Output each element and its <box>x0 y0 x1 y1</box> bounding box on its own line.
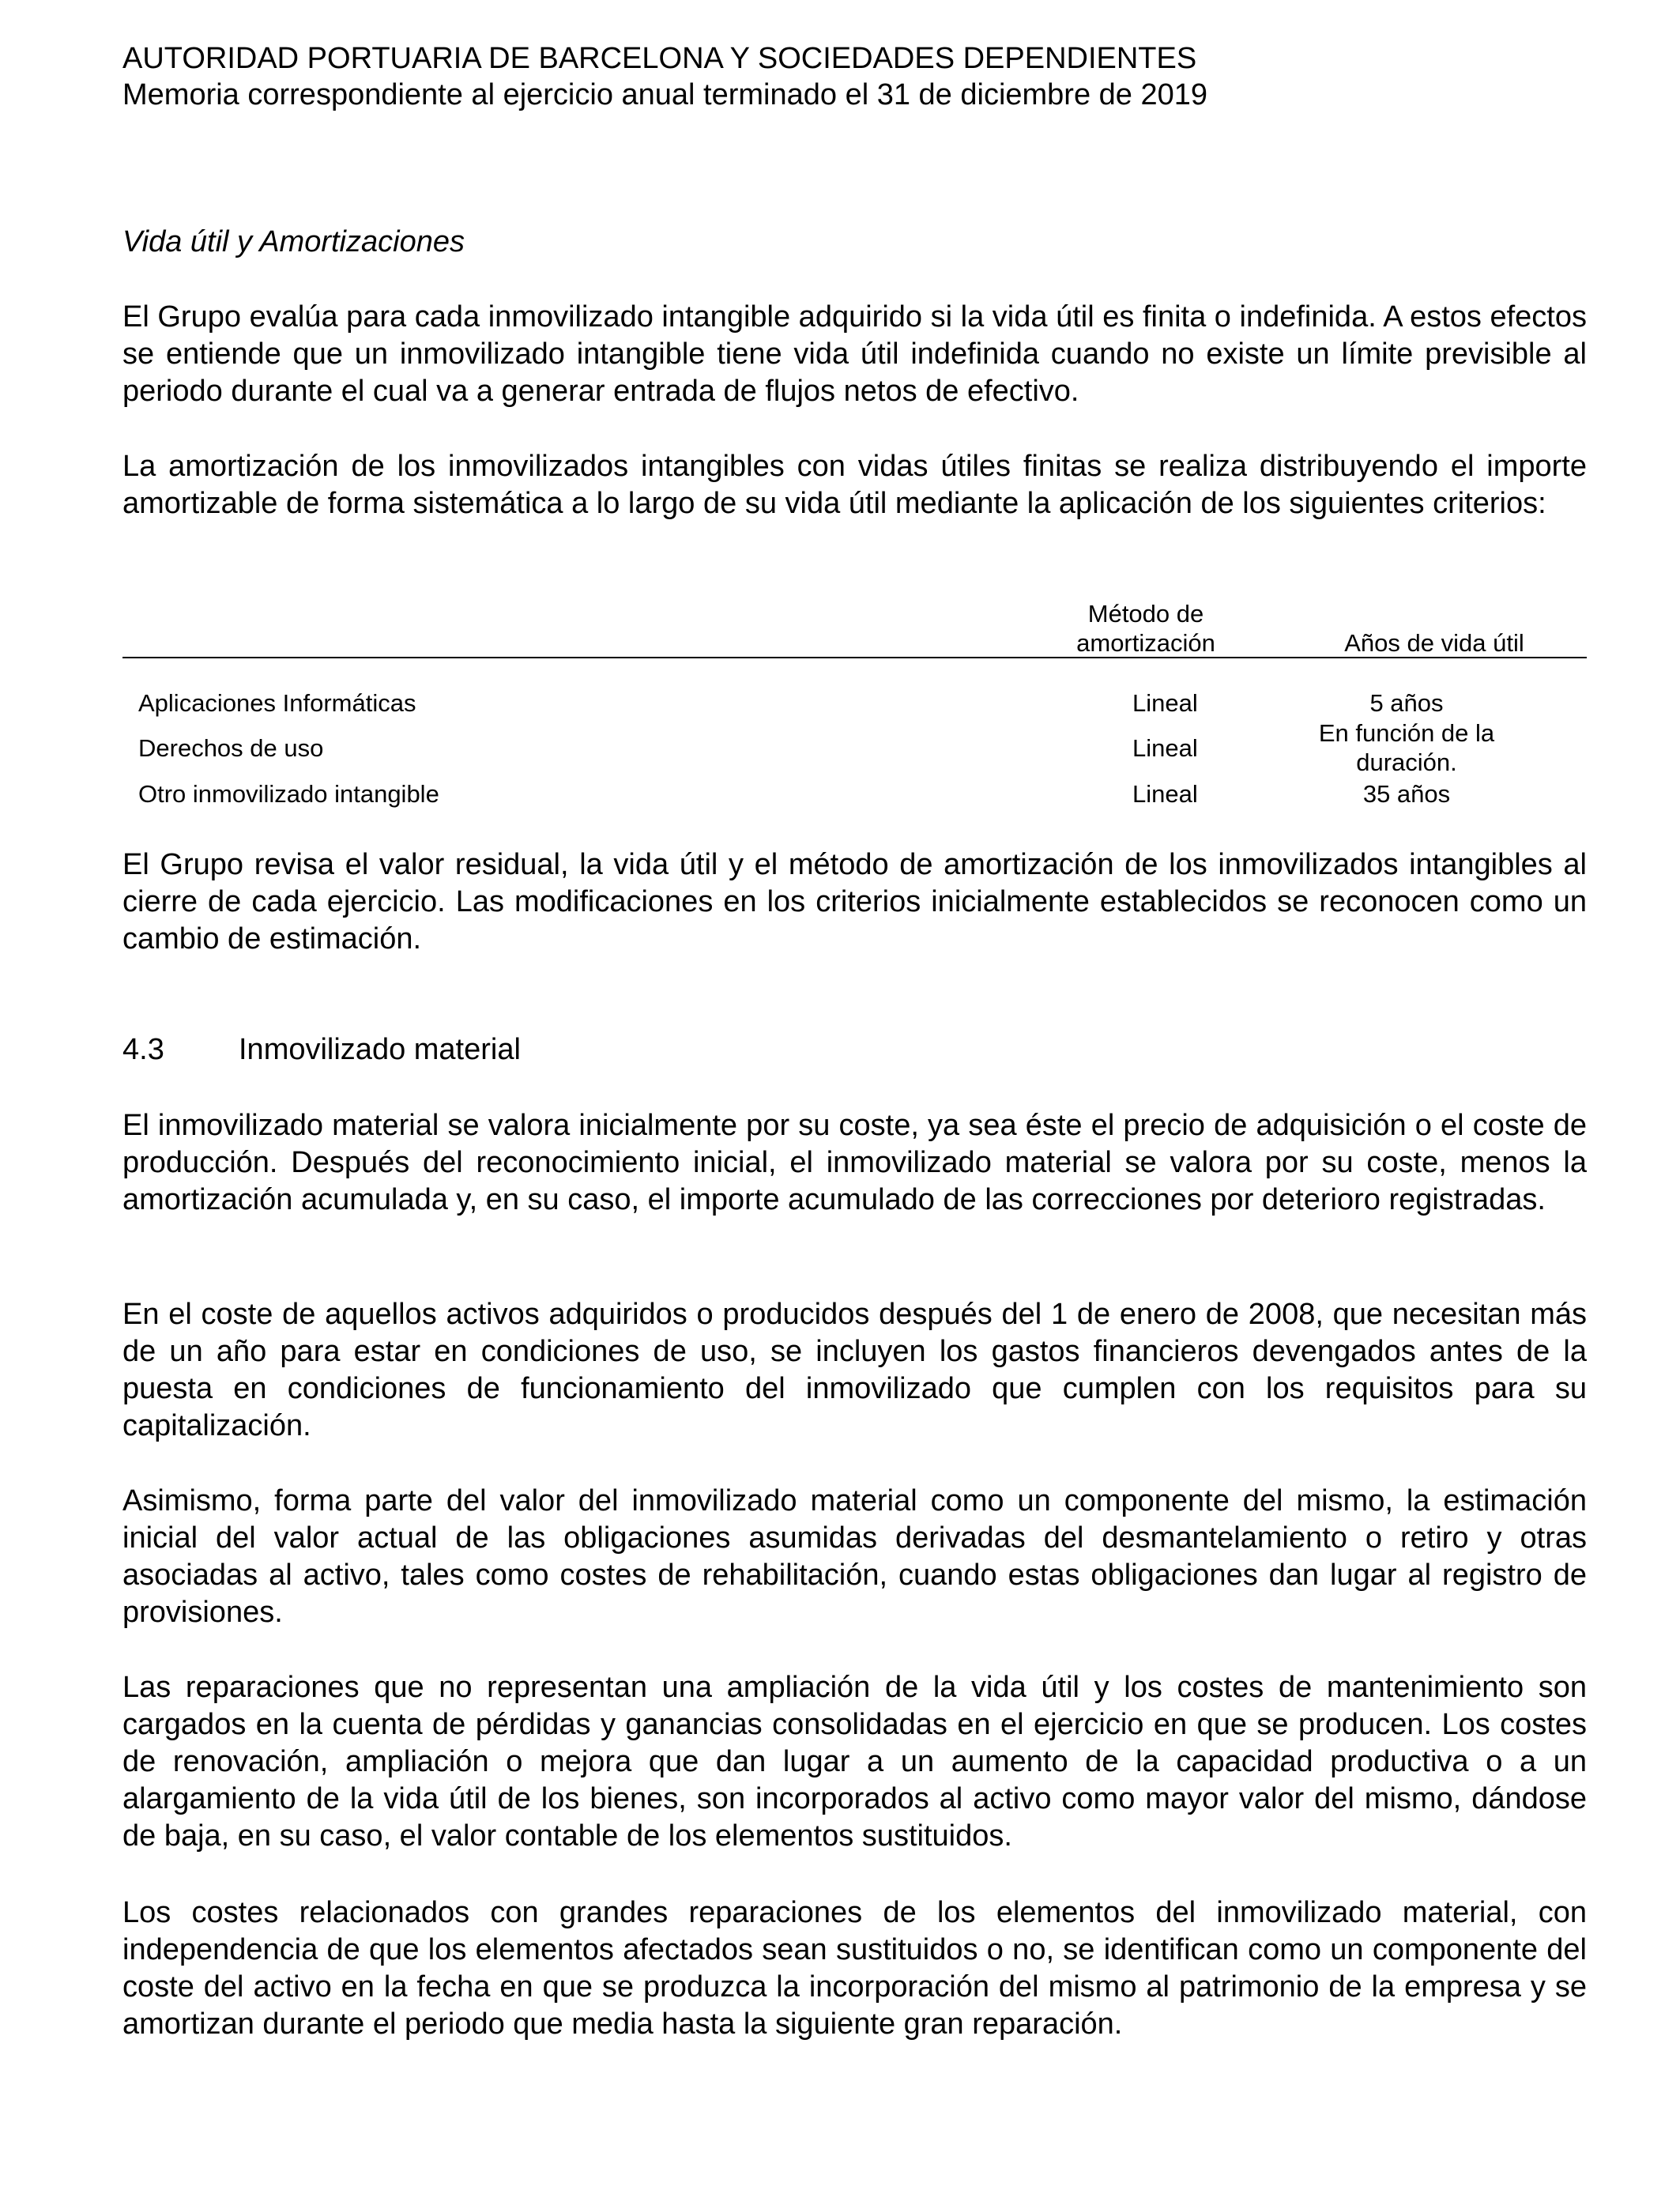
section-number: 4.3 <box>122 1033 164 1066</box>
table-header-years: Años de vida útil <box>1344 629 1524 657</box>
table-row-name: Otro inmovilizado intangible <box>138 780 439 808</box>
paragraph-inmovilizado-4: Las reparaciones que no representan una ampliación de la vida útil y los costes de mantenimiento son cargados en la cuenta de pérdidas y ganancias consolidadas en el ejercicio en que se producen. Los costes de renovación, ampliación o mejora que dan lugar a un aumento de la capacidad productiva o a un alargamiento de la vida útil de los bienes, son incorporados al activo como mayor valor del mismo, dándose de baja, en su caso, el valor contable de los elementos sustituidos. <box>122 1671 1587 1853</box>
table-row-method: Lineal <box>1132 689 1198 717</box>
paragraph-inmovilizado-3: Asimismo, forma parte del valor del inmovilizado material como un componente del mismo, la estimación inicial del valor actual de las obligaciones asumidas derivadas del desmantelamiento o retiro y otras asociadas al activo, tales como costes de rehabilitación, cuando estas obligaciones dan lugar al registro de provisiones. <box>122 1484 1587 1629</box>
table-row-years-line1: En función de la <box>1318 719 1495 747</box>
subsection-heading-vida-util: Vida útil y Amortizaciones <box>122 225 465 258</box>
section-title: Inmovilizado material <box>239 1033 521 1066</box>
table-row-years <box>1296 718 1517 777</box>
table-row-years: 5 años <box>1369 689 1444 717</box>
table-header-method <box>1027 599 1264 658</box>
table-header-method-line1: Método de <box>1087 600 1204 628</box>
paragraph-vida-util-2: La amortización de los inmovilizados intangibles con vidas útiles finitas se realiza distribuyendo el importe amortizable de forma sistemática a lo largo de su vida útil mediante la aplicación de los siguientes criterios: <box>122 450 1587 520</box>
header-report-subtitle: Memoria correspondiente al ejercicio anual terminado el 31 de diciembre de 2019 <box>122 78 1208 111</box>
paragraph-vida-util-1: El Grupo evalúa para cada inmovilizado intangible adquirido si la vida útil es finita o indefinida. A estos efectos se entiende que un inmovilizado intangible tiene vida útil indefinida cuando no existe un límite previsible al periodo durante el cual va a generar entrada de flujos netos de efectivo. <box>122 300 1587 408</box>
table-row-name: Derechos de uso <box>138 734 324 762</box>
table-header-rule <box>122 657 1587 658</box>
table-header-method-line2: amortización <box>1076 629 1215 657</box>
paragraph-inmovilizado-1: El inmovilizado material se valora inicialmente por su coste, ya sea éste el precio de adquisición o el coste de producción. Después del reconocimiento inicial, el inmovilizado material se valora por su coste, menos la amortización acumulada y, en su caso, el importe acumulado de las correcciones por deterioro registradas. <box>122 1109 1587 1216</box>
paragraph-inmovilizado-2: En el coste de aquellos activos adquiridos o producidos después del 1 de enero de 2008, que necesitan más de un año para estar en condiciones de uso, se incluyen los gastos financieros devengados antes de la puesta en condiciones de funcionamiento del inmovilizado que cumplen con los requisitos para su capitalización. <box>122 1298 1587 1442</box>
table-row-method: Lineal <box>1132 780 1198 808</box>
table-row-name: Aplicaciones Informáticas <box>138 689 416 717</box>
table-row-method: Lineal <box>1132 734 1198 762</box>
table-row-years-line2: duración. <box>1356 748 1457 776</box>
paragraph-vida-util-3: El Grupo revisa el valor residual, la vida útil y el método de amortización de los inmovilizados intangibles al cierre de cada ejercicio. Las modificaciones en los criterios inicialmente establecidos se reconocen como un cambio de estimación. <box>122 848 1587 956</box>
paragraph-inmovilizado-5: Los costes relacionados con grandes reparaciones de los elementos del inmovilizado material, con independencia de que los elementos afectados sean sustituidos o no, se identifican como un componente del coste del activo en la fecha en que se produzca la incorporación del mismo al patrimonio de la empresa y se amortizan durante el periodo que media hasta la siguiente gran reparación. <box>122 1896 1587 2041</box>
header-entity-name: AUTORIDAD PORTUARIA DE BARCELONA Y SOCIEDADES DEPENDIENTES <box>122 42 1197 75</box>
table-row-years: 35 años <box>1362 780 1451 808</box>
